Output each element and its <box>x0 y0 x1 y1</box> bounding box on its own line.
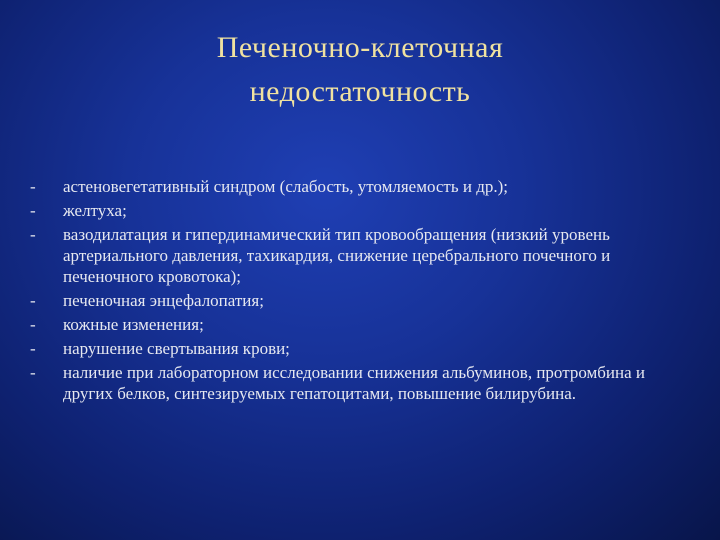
bullet-dash: - <box>30 177 36 196</box>
list-item-text: кожные изменения; <box>63 315 204 334</box>
list-item <box>30 338 690 359</box>
list-item-text: нарушение свертывания крови; <box>63 339 290 358</box>
list-item <box>30 290 690 311</box>
bullet-dash: - <box>30 363 36 382</box>
title-line-1: Печеночно-клеточная <box>216 31 504 64</box>
list-item-text: печеночная энцефалопатия; <box>63 291 264 310</box>
title-line-2: недостаточность <box>249 75 471 108</box>
bullet-dash: - <box>30 225 36 244</box>
list-item <box>30 314 690 335</box>
bullet-dash: - <box>30 291 36 310</box>
symptom-list <box>30 176 690 407</box>
list-item-text: желтуха; <box>63 201 127 220</box>
list-item <box>30 176 690 197</box>
bullet-dash: - <box>30 201 36 220</box>
list-item-text: вазодилатация и гипердинамический тип кровообращения (низкий уровень артериального давления, тахикардия, снижение церебрального почечного и печеночного кровотока); <box>63 225 611 286</box>
bullet-dash: - <box>30 339 36 358</box>
list-item <box>30 362 690 404</box>
list-item <box>30 224 690 287</box>
slide-title <box>60 26 660 114</box>
list-item-text: астеновегетативный синдром (слабость, утомляемость и др.); <box>63 177 508 196</box>
list-item <box>30 200 690 221</box>
bullet-dash: - <box>30 315 36 334</box>
list-item-text: наличие при лабораторном исследовании снижения альбуминов, протромбина и других белков, синтезируемых гепатоцитами, повышение билирубина. <box>63 363 646 403</box>
